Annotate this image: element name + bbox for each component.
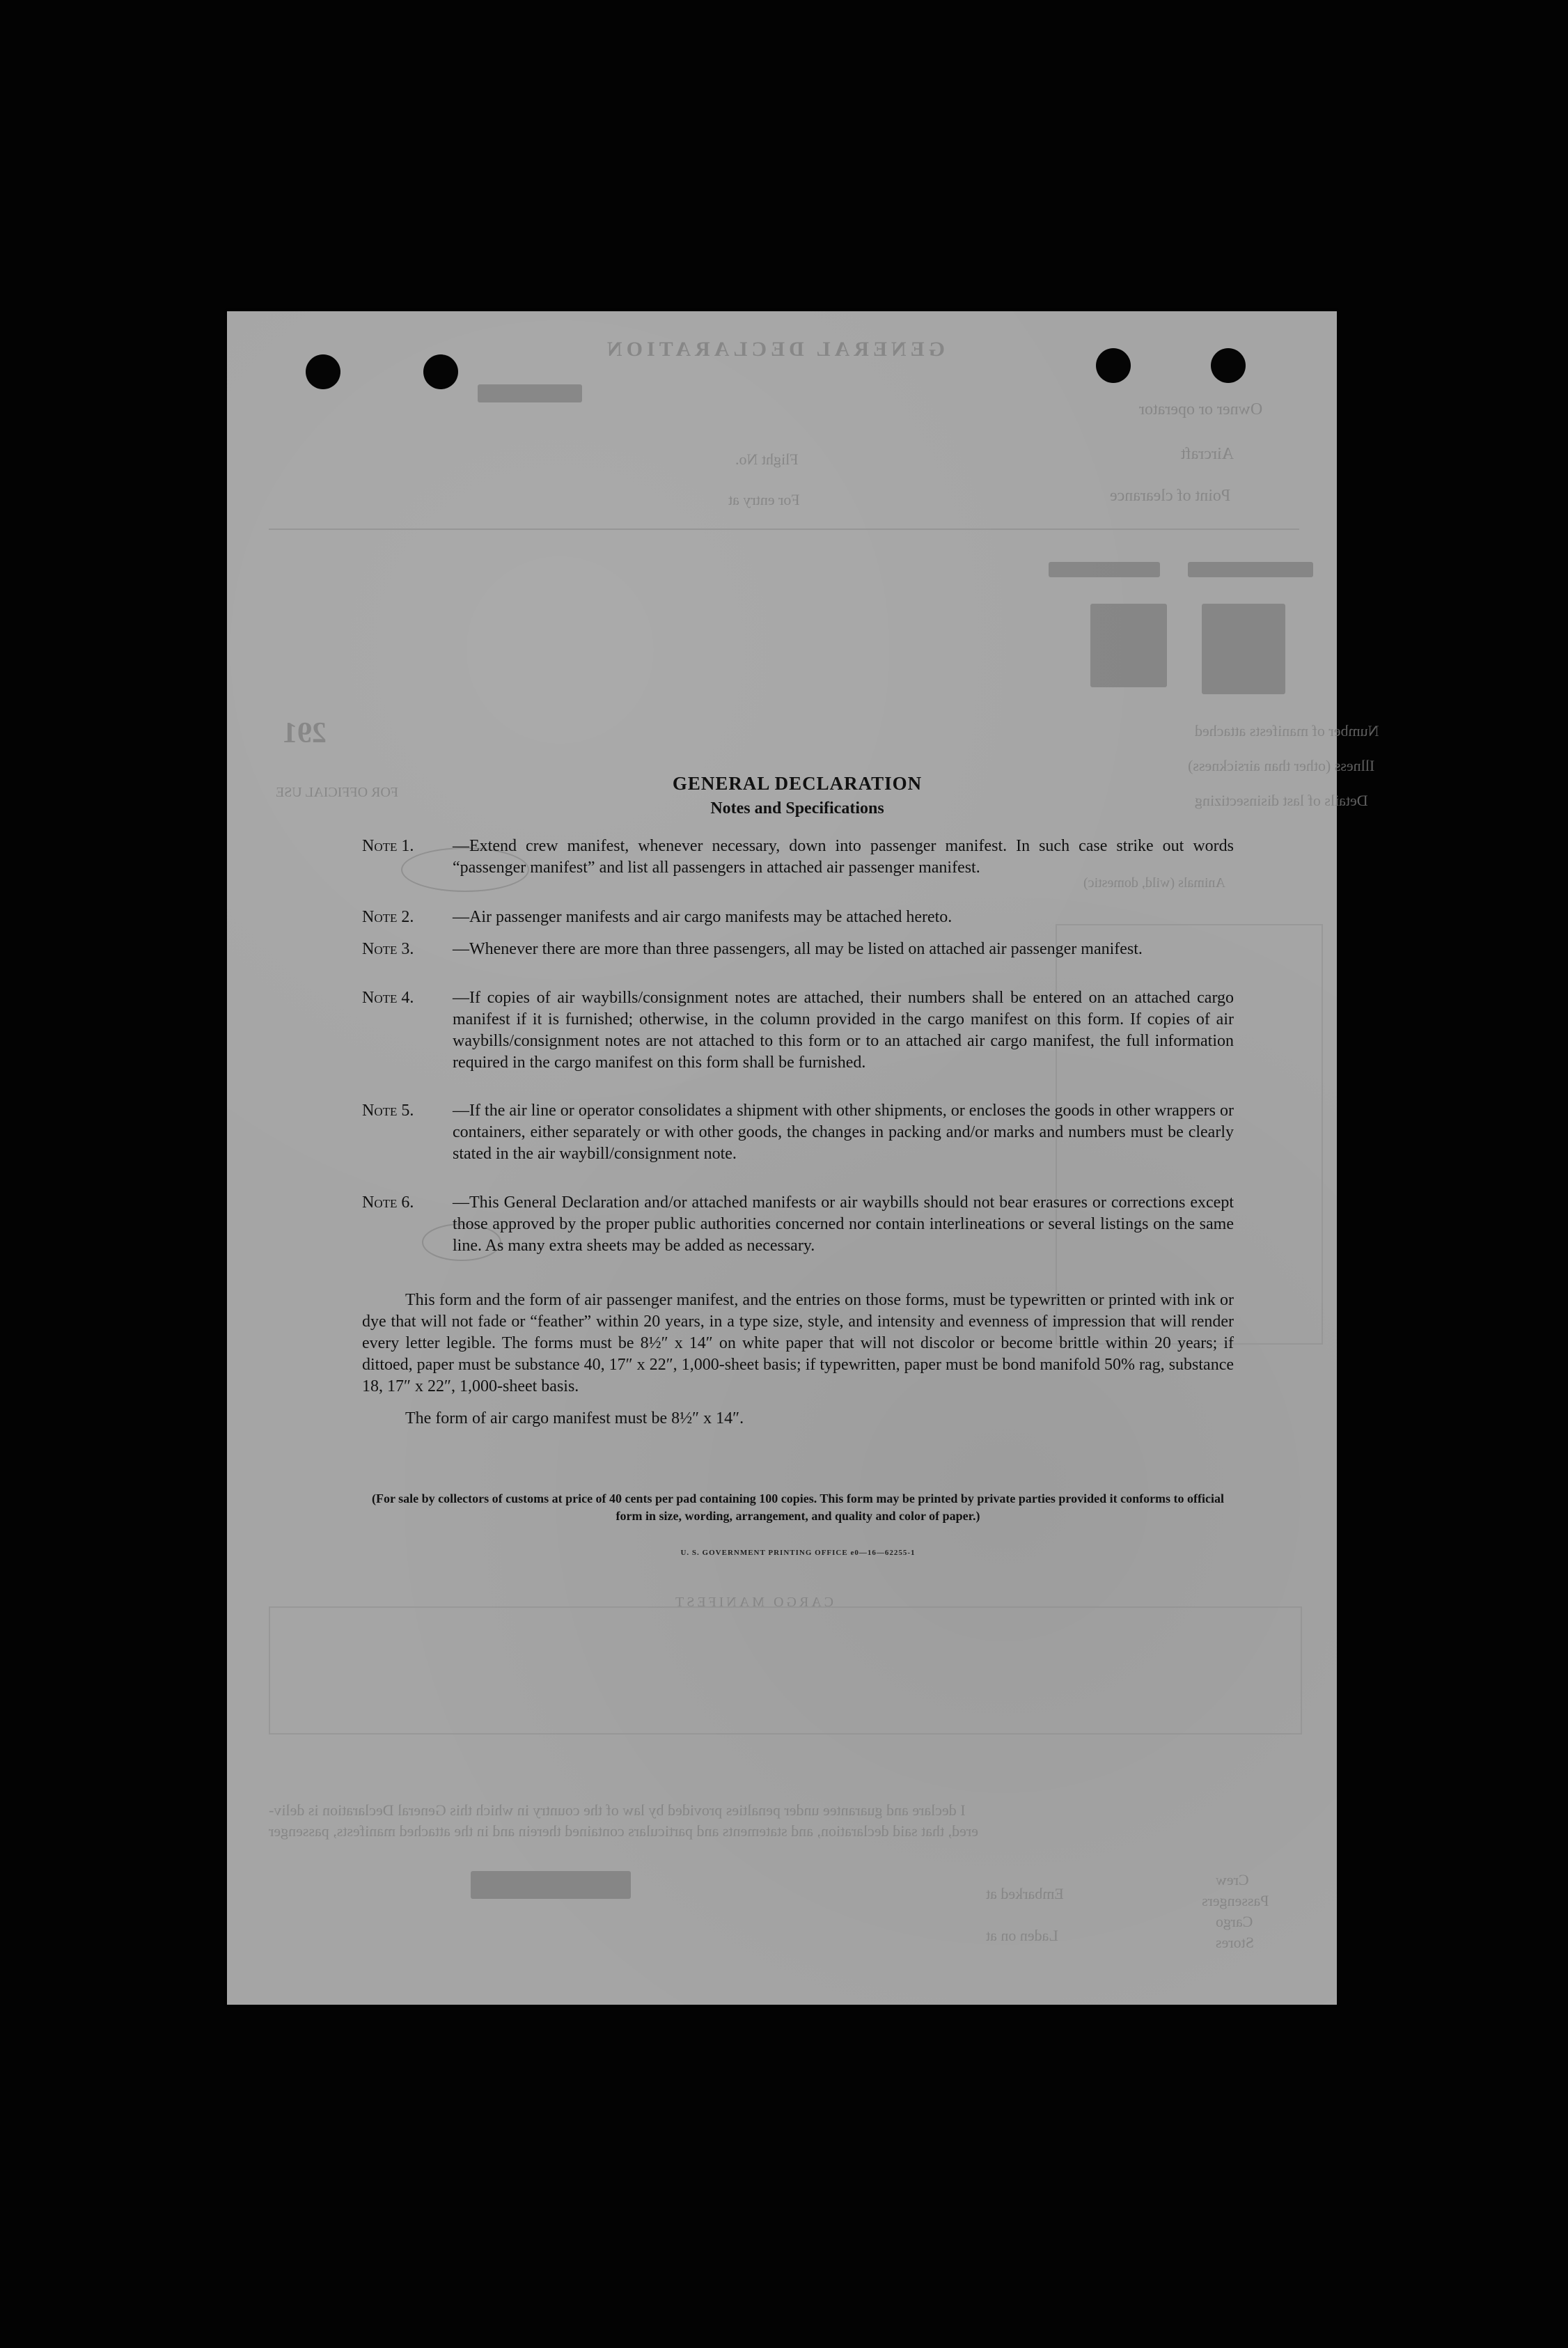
note-2 bbox=[362, 907, 1234, 928]
show-through-text: Laden on at bbox=[986, 1927, 1058, 1944]
note-5 bbox=[362, 1100, 1234, 1165]
show-through-text: Details of last disinsectizing bbox=[1195, 792, 1368, 809]
show-through-box bbox=[269, 1606, 1302, 1735]
note-label: Note 4. bbox=[362, 989, 414, 1007]
show-through-text: Stores bbox=[1216, 1934, 1254, 1951]
show-through-text: I declare and guarantee under penalties provided by law of the country in which this General Declaration is deliv- bbox=[269, 1801, 966, 1819]
show-through-stamp bbox=[1202, 604, 1285, 694]
note-4 bbox=[362, 987, 1234, 1074]
form-requirements-text: This form and the form of air passenger manifest, and the entries on those forms, must be typewritten or printed with ink or dye that will not fade or “feather” within 20 years, in a type size, style, and intensity and evenness of impression that will render every letter legible. The forms must be 8½″ x 14″ on white paper that will not discolor or become brittle within 20 years; if dittoed, paper must be substance 40, 17″ x 22″, 1,000-sheet basis; if typewritten, paper must be bond manifold 50% rag, substance 18, 17″ x 22″, 1,000-sheet basis. bbox=[362, 1291, 1234, 1395]
punch-hole bbox=[1211, 348, 1246, 383]
note-text: —Air passenger manifests and air cargo manifests may be attached hereto. bbox=[453, 908, 952, 926]
cargo-form-line bbox=[405, 1408, 1234, 1430]
show-through-text: ered, that said declaration, and statements and particulars contained therein and in the attached manifests, passenger bbox=[269, 1822, 978, 1840]
note-1 bbox=[362, 836, 1234, 879]
show-through-text: Number of manifests attached bbox=[1195, 722, 1379, 739]
declaration-subtitle: Notes and Specifications bbox=[710, 799, 884, 817]
show-through-text: Passengers bbox=[1202, 1892, 1269, 1909]
punch-hole bbox=[1096, 348, 1131, 383]
show-through-text: Flight No. bbox=[735, 451, 799, 468]
note-text: —This General Declaration and/or attached manifests or air waybills should not bear erasures or corrections except those approved by the proper public authorities concerned nor contain interlineations or several listings on the same line. As many extra sheets may be added as necessary. bbox=[453, 1193, 1234, 1255]
show-through-text: Cargo bbox=[1216, 1913, 1253, 1930]
note-text: —Whenever there are more than three passengers, all may be listed on attached air passenger manifest. bbox=[453, 940, 1143, 958]
note-label: Note 5. bbox=[362, 1102, 414, 1120]
punch-hole bbox=[423, 354, 458, 389]
show-through-text: CARGO MANIFEST bbox=[673, 1595, 834, 1610]
show-through-text: Embarked at bbox=[986, 1885, 1064, 1902]
show-through-text: Point of clearance bbox=[1110, 487, 1231, 505]
show-through-text: 291 bbox=[283, 717, 327, 749]
show-through-text: Crew bbox=[1216, 1871, 1249, 1888]
note-label: Note 6. bbox=[362, 1193, 414, 1212]
show-through-stamp bbox=[478, 384, 582, 402]
show-through-text: GENERAL DECLARATION bbox=[603, 338, 946, 361]
note-3 bbox=[362, 939, 1234, 960]
show-through-stamp bbox=[1090, 604, 1167, 687]
show-through-rule bbox=[269, 529, 1299, 530]
show-through-stamp bbox=[1188, 562, 1313, 577]
cargo-form-text: The form of air cargo manifest must be 8½″ x 14″. bbox=[405, 1409, 744, 1427]
show-through-stamp bbox=[1049, 562, 1160, 577]
note-text: —If the air line or operator consolidates a shipment with other shipments, or encloses the goods in other wrappers or containers, either separately or with other goods, the changes in packing and/or marks and numbers must be clearly stated in the air waybill/consignment note. bbox=[453, 1102, 1234, 1163]
show-through-text: Aircraft bbox=[1181, 445, 1234, 463]
printing-office-imprint: U. S. GOVERNMENT PRINTING OFFICE e0—16—62255-1 bbox=[680, 1549, 916, 1557]
show-through-stamp bbox=[471, 1871, 631, 1899]
show-through-text: Animals (wild, domestic) bbox=[1083, 875, 1225, 891]
sale-notice: (For sale by collectors of customs at price of 40 cents per pad containing 100 copies. This form may be printed by private parties provided it conforms to official form in size, wording, arrangement, and quality and color of paper.) bbox=[371, 1492, 1225, 1523]
note-text: —If copies of air waybills/consignment notes are attached, their numbers shall be entered on an attached cargo manifest if it is furnished; otherwise, in the column provided in the cargo manifest on this form. If copies of air waybills/consignment notes are not attached to this form or to an attached air cargo manifest, the full information required in the cargo manifest on this form shall be furnished. bbox=[453, 989, 1234, 1072]
form-requirements-paragraph bbox=[362, 1290, 1234, 1398]
punch-hole bbox=[306, 354, 340, 389]
show-through-text: Illness (other than airsickness) bbox=[1188, 757, 1375, 774]
note-label: Note 2. bbox=[362, 908, 414, 926]
note-label: Note 3. bbox=[362, 940, 414, 958]
show-through-text: For entry at bbox=[728, 491, 800, 508]
note-label: Note 1. bbox=[362, 837, 414, 855]
note-6 bbox=[362, 1192, 1234, 1257]
declaration-title: GENERAL DECLARATION bbox=[672, 773, 923, 794]
note-text: —Extend crew manifest, whenever necessary, down into passenger manifest. In such case strike out words “passenger manifest” and list all passengers in attached air passenger manifest. bbox=[453, 837, 1234, 877]
show-through-text: FOR OFFICIAL USE bbox=[276, 785, 398, 800]
show-through-text: Owner or operator bbox=[1139, 400, 1263, 418]
